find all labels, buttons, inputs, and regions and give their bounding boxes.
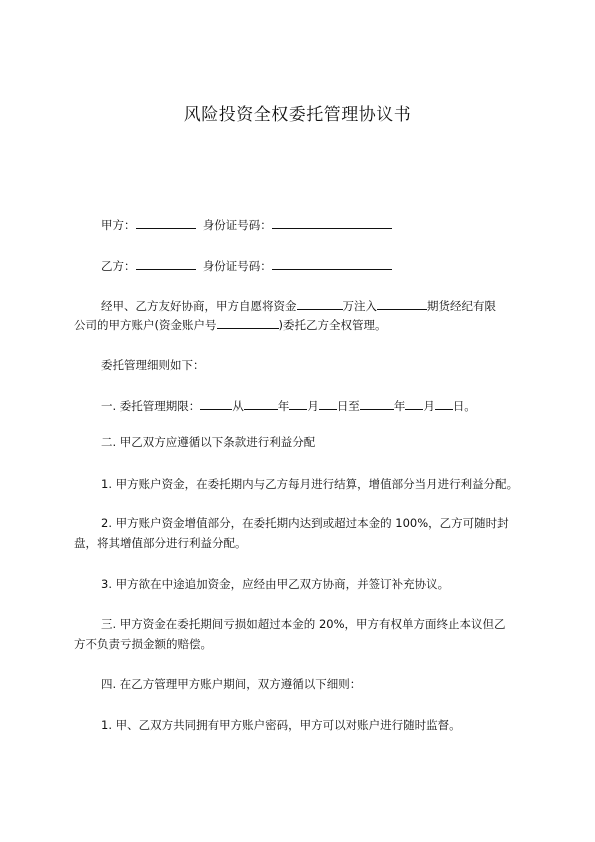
- end-day-blank[interactable]: [435, 397, 453, 410]
- capital-amount-blank[interactable]: [297, 297, 343, 310]
- section-2-item-2-line-2: 盘，将其增值部分进行利益分配。: [74, 536, 247, 550]
- party-a-id-blank[interactable]: [272, 216, 392, 229]
- intro-text-4: 公司的甲方账户(资金账户号: [74, 318, 217, 332]
- section-2-item-1: 1. 甲方账户资金，在委托期内与乙方每月进行结算，增值部分当月进行利益分配。: [101, 477, 519, 491]
- end-month-blank[interactable]: [405, 397, 423, 410]
- term-duration-blank[interactable]: [200, 397, 232, 410]
- document-title: 风险投资全权委托管理协议书: [183, 105, 412, 125]
- account-number-blank[interactable]: [217, 316, 279, 329]
- section-1-day1: 日至: [336, 399, 360, 413]
- intro-text-1: 经甲、乙方友好协商，甲方自愿将资金: [101, 299, 297, 313]
- section-1-term: [101, 397, 535, 414]
- party-b-label: 乙方：: [101, 259, 136, 273]
- start-month-blank[interactable]: [289, 397, 307, 410]
- intro-text-5: )委托乙方全权管理。: [278, 318, 387, 332]
- section-1-month2: 月: [423, 399, 435, 413]
- broker-name-blank[interactable]: [377, 297, 427, 310]
- party-a-label: 甲方：: [101, 218, 136, 232]
- intro-text-2: 万注入: [342, 299, 377, 313]
- party-a-line: [101, 216, 535, 233]
- intro-line-2: [74, 316, 535, 333]
- section-2-item-3: 3. 甲方欲在中途追加资金，应经由甲乙双方协商，并签订补充协议。: [101, 577, 450, 591]
- section-3-line-2: 方不负责亏损金额的赔偿。: [74, 637, 212, 651]
- section-1-year1: 年: [277, 399, 290, 413]
- details-heading: 委托管理细则如下：: [101, 358, 205, 372]
- start-year-blank[interactable]: [244, 397, 278, 410]
- section-2-heading: 二. 甲乙双方应遵循以下条款进行利益分配: [101, 435, 316, 449]
- section-1-day2: 日。: [452, 399, 476, 413]
- intro-line-1: [101, 297, 535, 314]
- party-b-line: [101, 257, 535, 274]
- section-2-item-2-line-1: 2. 甲方账户资金增值部分，在委托期内达到或超过本金的 100%，乙方可随时封: [101, 516, 509, 530]
- section-1-prefix: 一. 委托管理期限：: [101, 399, 201, 413]
- intro-text-3: 期货经纪有限: [427, 299, 496, 313]
- end-year-blank[interactable]: [360, 397, 394, 410]
- section-1-from: 从: [232, 399, 244, 413]
- party-b-id-blank[interactable]: [272, 257, 392, 270]
- party-b-name-blank[interactable]: [136, 257, 196, 270]
- section-1-month1: 月: [307, 399, 319, 413]
- start-day-blank[interactable]: [319, 397, 337, 410]
- party-a-name-blank[interactable]: [136, 216, 196, 229]
- party-b-id-label: 身份证号码：: [202, 259, 272, 273]
- section-4-item-1: 1. 甲、乙双方共同拥有甲方账户密码，甲方可以对账户进行随时监督。: [101, 718, 461, 732]
- party-a-id-label: 身份证号码：: [202, 218, 272, 232]
- section-3-line-1: 三. 甲方资金在委托期间亏损如超过本金的 20%，甲方有权单方面终止本议但乙: [101, 617, 506, 631]
- section-4-heading: 四. 在乙方管理甲方账户期间，双方遵循以下细则：: [101, 677, 362, 691]
- section-1-year2: 年: [393, 399, 406, 413]
